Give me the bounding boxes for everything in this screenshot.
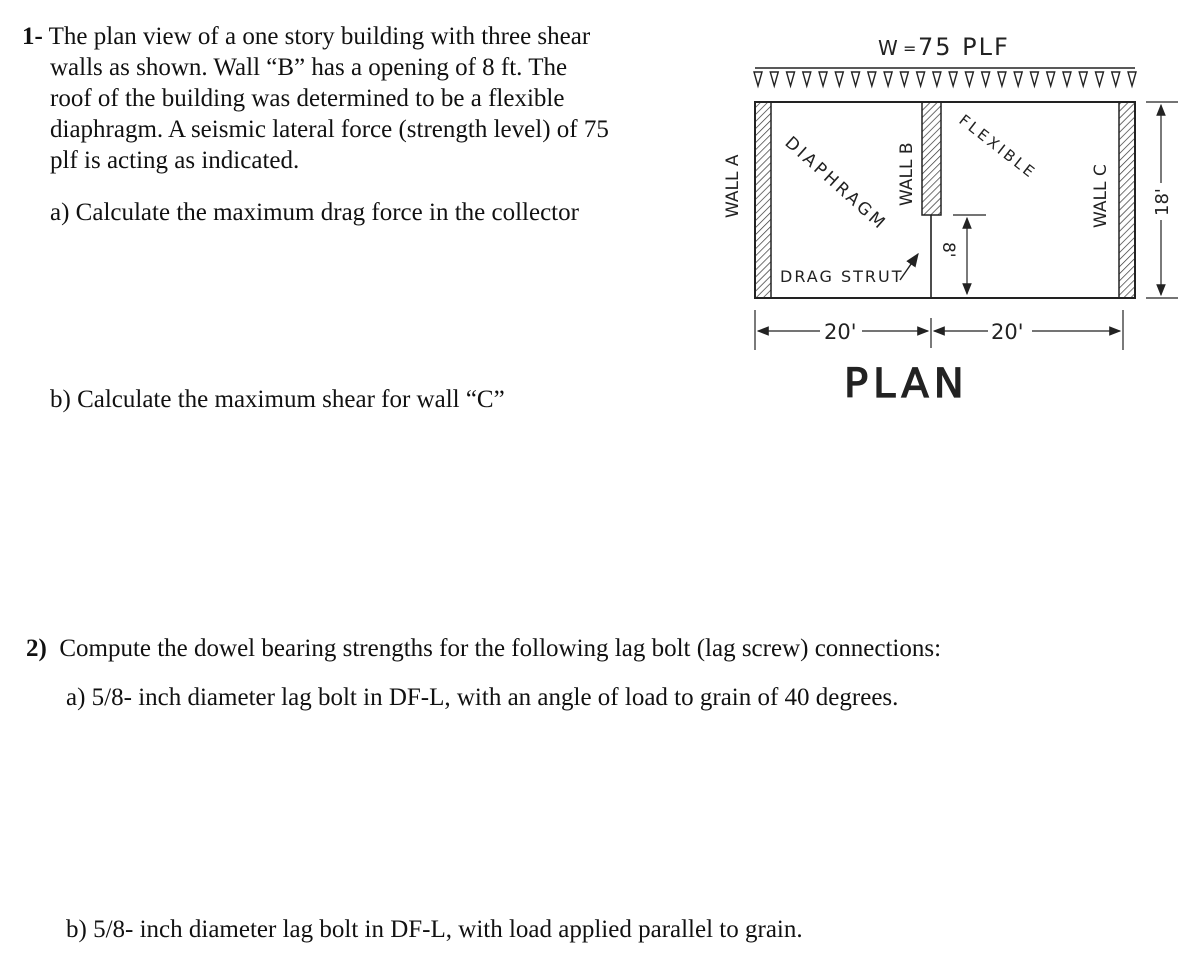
load-arrow	[900, 72, 908, 86]
load-arrow	[835, 72, 843, 86]
problem-2-number: 2)	[26, 635, 47, 662]
diaphragm-label: DIAPHRAGM	[780, 132, 891, 235]
wall-a-label: WALL A	[723, 154, 743, 218]
drag-strut-label: DRAG STRUT	[780, 267, 904, 286]
depth-dim-label: 18'	[1152, 188, 1173, 216]
problem-1-number: 1-	[22, 23, 43, 50]
load-arrow	[965, 72, 973, 86]
problem-1-line-1	[22, 21, 609, 52]
load-arrow	[949, 72, 957, 86]
wall-b-hatch	[922, 102, 941, 215]
wall-b-label: WALL B	[897, 142, 917, 206]
load-arrow	[1112, 72, 1120, 86]
problem-1-text-1: The plan view of a one story building with three shear	[48, 23, 591, 50]
load-w-text: W	[878, 36, 898, 60]
wall-a-hatch	[755, 102, 771, 298]
load-arrow	[998, 72, 1006, 86]
load-arrow	[852, 72, 860, 86]
problem-1-part-b: b) Calculate the maximum shear for wall “C”	[50, 386, 505, 413]
span-right-label: 20'	[991, 320, 1024, 344]
load-arrow	[933, 72, 941, 86]
flexible-label: FLEXIBLE	[955, 110, 1041, 183]
plan-caption: PLAN	[844, 361, 969, 407]
load-arrow	[803, 72, 811, 86]
load-arrow	[884, 72, 892, 86]
distributed-load-arrows	[754, 68, 1136, 86]
load-arrow	[1030, 72, 1038, 86]
load-arrow	[770, 72, 778, 86]
load-arrow	[819, 72, 827, 86]
problem-1-line-4: diaphragm. A seismic lateral force (strength level) of 75	[50, 116, 609, 143]
span-left-label: 20'	[824, 320, 857, 344]
load-arrow	[1128, 72, 1136, 86]
problem-2-part-a: a) 5/8- inch diameter lag bolt in DF-L, with an angle of load to grain of 40 degrees.	[66, 684, 899, 711]
load-label	[878, 33, 1010, 61]
load-value-text: 75 PLF	[918, 33, 1010, 61]
load-arrow	[982, 72, 990, 86]
problem-2-statement	[26, 633, 941, 664]
wall-c-label: WALL C	[1091, 164, 1111, 228]
load-arrow	[1047, 72, 1055, 86]
load-arrow	[1079, 72, 1087, 86]
load-arrow	[1014, 72, 1022, 86]
load-arrow	[787, 72, 795, 86]
wall-c-hatch	[1119, 102, 1135, 298]
problem-2-part-b: b) 5/8- inch diameter lag bolt in DF-L, with load applied parallel to grain.	[66, 916, 803, 943]
load-eq-text: =	[903, 39, 917, 58]
problem-1-line-5: plf is acting as indicated.	[50, 147, 300, 174]
problem-1-line-3: roof of the building was determined to be a flexible	[50, 85, 565, 112]
load-arrow	[868, 72, 876, 86]
load-arrow	[917, 72, 925, 86]
load-arrow	[754, 72, 762, 86]
problem-2-text: Compute the dowel bearing strengths for the following lag bolt (lag screw) connections:	[59, 635, 942, 662]
plan-figure	[700, 28, 1180, 408]
problem-1-statement	[22, 21, 609, 176]
problem-1-part-a: a) Calculate the maximum drag force in the collector	[50, 199, 579, 226]
problem-1-line-2: walls as shown. Wall “B” has a opening of 8 ft. The	[50, 54, 568, 81]
load-arrow	[1063, 72, 1071, 86]
opening-dim-label: 8'	[938, 242, 958, 258]
load-arrow	[1095, 72, 1103, 86]
